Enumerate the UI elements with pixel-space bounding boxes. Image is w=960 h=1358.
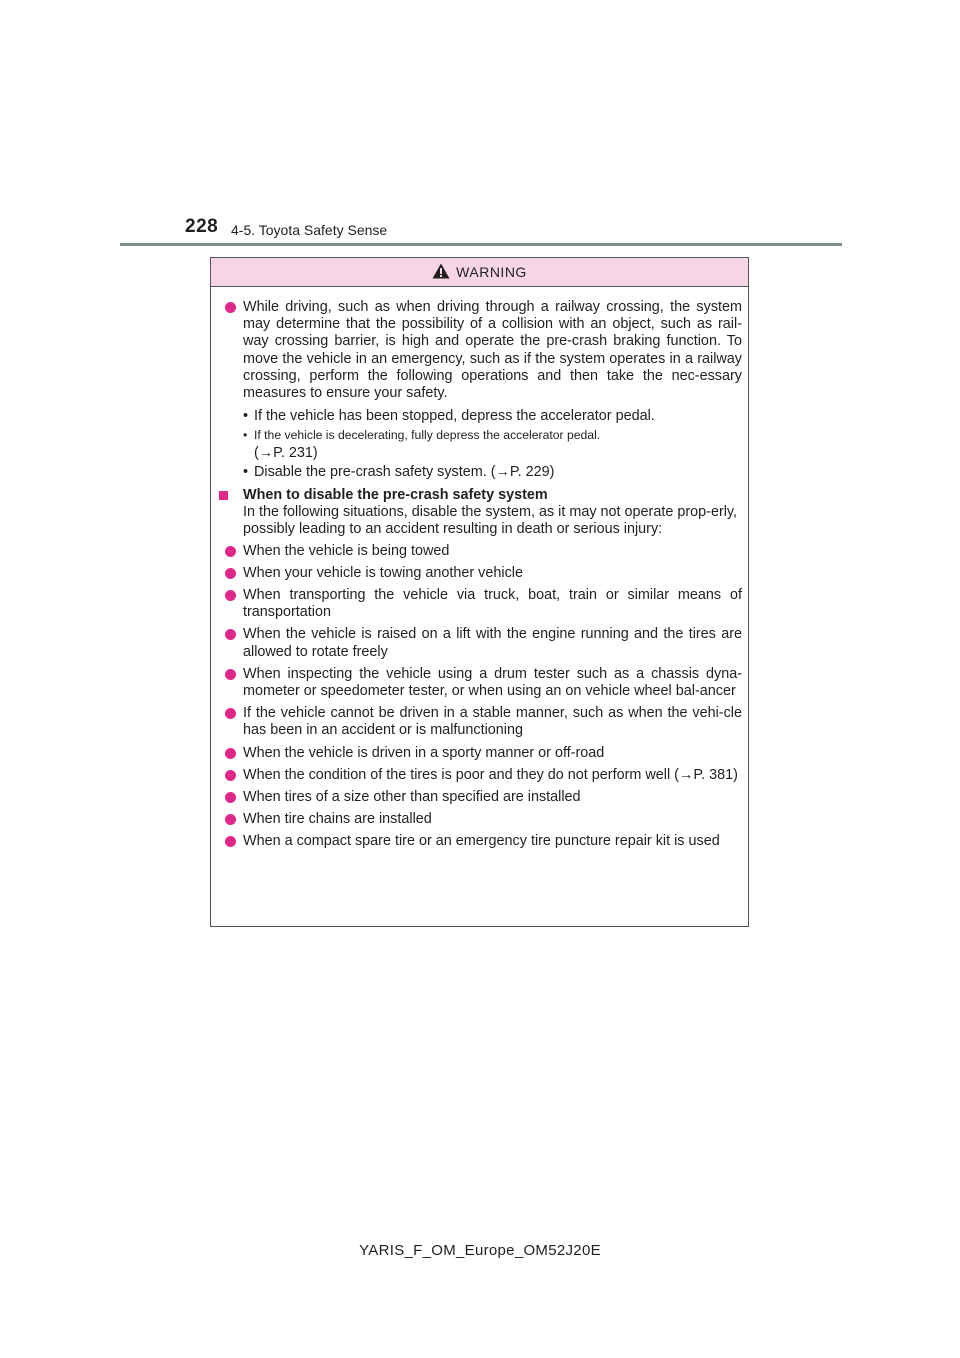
bullet-icon (225, 568, 236, 579)
bullet-icon (225, 814, 236, 825)
list-item-text: When the vehicle is raised on a lift with the engine running and the tires are allowed to rotate freely (243, 626, 742, 660)
list-item (217, 745, 742, 762)
warning-box (210, 257, 749, 927)
sub-item-text: If the vehicle has been stopped, depress the accelerator pedal. (254, 408, 655, 425)
sub-item-reference: (→P. 231) (254, 444, 318, 461)
list-item (217, 587, 742, 621)
list-item-text: If the vehicle cannot be driven in a stable manner, such as when the vehi-cle has been in an accident or is malfunctioning (243, 705, 742, 739)
warning-header (211, 258, 748, 287)
sub-item-disable (217, 464, 742, 481)
sub-item-decelerating (217, 427, 742, 444)
bullet-icon (225, 770, 236, 781)
warning-triangle-icon (432, 263, 450, 279)
bullet-icon (225, 590, 236, 601)
warning-body (211, 287, 748, 851)
list-item-text: When the condition of the tires is poor and they do not perform well (→P. 381) (243, 766, 738, 783)
list-item-text: When tires of a size other than specified are installed (243, 789, 581, 806)
warning-item-text: While driving, such as when driving through a railway crossing, the system may determine that the possibility of a collision with an object, such as rail-way crossing barrier, is high and operate the pre-crash braking function. To move the vehicle in an emergency, such as if the system operates in a railway crossing, perform the following operations and then take the nec-essary measures to ensure your safety. (243, 299, 742, 402)
bullet-icon (225, 546, 236, 557)
list-item (217, 833, 742, 850)
warning-label: WARNING (456, 264, 527, 280)
section-intro: In the following situations, disable the system, as it may not operate prop-erly, possibly leading to an accident resulting in death or serious injury: (243, 504, 738, 538)
list-item (217, 666, 742, 700)
list-item (217, 543, 742, 560)
header-rule (120, 243, 842, 246)
bullet-icon (225, 302, 236, 313)
list-item-text: When the vehicle is driven in a sporty manner or off-road (243, 744, 605, 761)
list-item (217, 626, 742, 660)
sub-item-text: Disable the pre-crash safety system. (→P. 229) (254, 463, 555, 480)
bullet-icon (225, 748, 236, 759)
bullet-icon (225, 836, 236, 847)
sub-bullet-icon: • (243, 408, 249, 425)
bullet-icon (225, 629, 236, 640)
section-heading-title: When to disable the pre-crash safety system (243, 487, 548, 504)
sub-item-stopped (217, 408, 742, 425)
square-bullet-icon (219, 491, 228, 500)
bullet-icon (225, 669, 236, 680)
section-list (217, 543, 742, 851)
list-item-text: When tire chains are installed (243, 811, 432, 828)
list-item-text: When a compact spare tire or an emergency tire puncture repair kit is used (243, 833, 720, 850)
list-item-text: When inspecting the vehicle using a drum tester such as a chassis dyna-mometer or speedometer tester, or when using an on vehicle wheel bal-ancer (243, 665, 742, 700)
section-title: 4-5. Toyota Safety Sense (231, 222, 388, 238)
list-item (217, 705, 742, 739)
warning-item-railway (217, 299, 742, 402)
list-item-text: When transporting the vehicle via truck, boat, train or similar means of transportation (243, 587, 742, 621)
list-item-text: When your vehicle is towing another vehicle (243, 564, 523, 581)
sub-bullet-icon: • (243, 463, 249, 480)
list-item (217, 811, 742, 828)
section-heading (217, 487, 742, 539)
list-item (217, 565, 742, 582)
sub-bullet-icon: • (243, 428, 248, 443)
sub-item-text: If the vehicle is decelerating, fully depress the accelerator pedal. (254, 428, 601, 443)
bullet-icon (225, 708, 236, 719)
list-item (217, 789, 742, 806)
list-item (217, 767, 742, 784)
bullet-icon (225, 792, 236, 803)
list-item-text: When the vehicle is being towed (243, 542, 450, 559)
page-number: 228 (185, 216, 219, 237)
footer-document-code: YARIS_F_OM_Europe_OM52J20E (359, 1242, 601, 1259)
